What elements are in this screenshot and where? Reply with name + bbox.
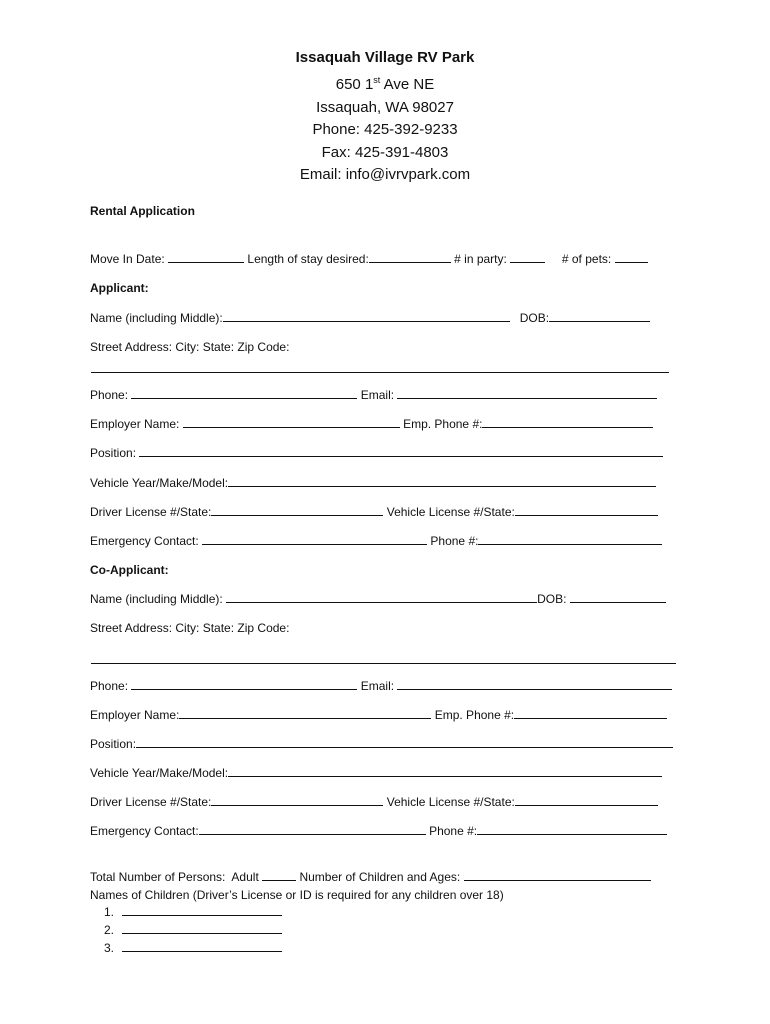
applicant-name-row	[90, 310, 650, 326]
adult-field[interactable]	[262, 869, 296, 881]
applicant-name-label: Name (including Middle):	[90, 311, 223, 325]
co-name-label: Name (including Middle):	[90, 592, 223, 606]
applicant-emergency-phone-field[interactable]	[478, 533, 662, 545]
adult-label: Adult	[231, 870, 259, 884]
co-emergency-row	[90, 823, 667, 839]
co-email-field[interactable]	[397, 678, 672, 690]
co-dob-field[interactable]	[570, 591, 666, 603]
applicant-dl-field[interactable]	[211, 504, 383, 516]
applicant-position-row	[90, 445, 663, 461]
child-row	[90, 922, 282, 938]
applicant-position-label: Position:	[90, 446, 137, 460]
co-employer-row	[90, 707, 667, 723]
child-number: 1.	[103, 905, 114, 919]
applicant-phone-row	[90, 387, 657, 403]
applicant-emergency-phone-label: Phone #:	[430, 534, 479, 548]
co-vehicle-row	[90, 765, 662, 781]
co-vehicle-field[interactable]	[228, 765, 662, 777]
applicant-vehicle-row	[90, 475, 656, 491]
co-emp-phone-field[interactable]	[514, 707, 667, 719]
party-field[interactable]	[510, 251, 545, 263]
move-in-label: Move In Date:	[90, 252, 165, 266]
stay-label: Length of stay desired:	[247, 252, 369, 266]
applicant-emp-phone-label: Emp. Phone #:	[403, 417, 483, 431]
applicant-emergency-row	[90, 533, 662, 549]
co-address-field[interactable]	[91, 663, 676, 664]
applicant-vehicle-field[interactable]	[228, 475, 656, 487]
party-label: # in party:	[454, 252, 507, 266]
co-email-label: Email:	[360, 679, 395, 693]
children-label: Number of Children and Ages:	[299, 870, 461, 884]
move-in-field[interactable]	[168, 251, 244, 263]
co-emergency-phone-label: Phone #:	[429, 824, 478, 838]
applicant-dl-label: Driver License #/State:	[90, 505, 212, 519]
child-name-field[interactable]	[122, 940, 282, 952]
applicant-employer-field[interactable]	[183, 416, 400, 428]
child-name-field[interactable]	[122, 922, 282, 934]
co-emergency-field[interactable]	[199, 823, 426, 835]
stay-field[interactable]	[369, 251, 451, 263]
children-names-label: Names of Children (Driver’s License or ID is required for any children over 18)	[90, 888, 504, 902]
applicant-vl-label: Vehicle License #/State:	[386, 505, 515, 519]
applicant-position-field[interactable]	[139, 445, 663, 457]
park-header	[0, 47, 770, 186]
co-dl-field[interactable]	[211, 794, 383, 806]
co-emergency-phone-field[interactable]	[477, 823, 667, 835]
applicant-name-field[interactable]	[223, 310, 510, 322]
applicant-emergency-field[interactable]	[202, 533, 427, 545]
address-number: 650 1	[335, 76, 374, 94]
park-fax: Fax: 425-391-4803	[321, 143, 449, 161]
co-dl-label: Driver License #/State:	[90, 795, 212, 809]
applicant-vehicle-label: Vehicle Year/Make/Model:	[90, 476, 229, 490]
co-address-label: Street Address: City: State: Zip Code:	[90, 621, 290, 635]
applicant-email-label: Email:	[360, 388, 395, 402]
applicant-employer-row	[90, 416, 653, 432]
form-title: Rental Application	[90, 204, 195, 218]
applicant-address-label: Street Address: City: State: Zip Code:	[90, 340, 290, 354]
co-vl-label: Vehicle License #/State:	[386, 795, 515, 809]
co-phone-row	[90, 678, 672, 694]
applicant-vl-field[interactable]	[515, 504, 658, 516]
child-row	[90, 904, 282, 920]
co-dob-label: DOB:	[537, 592, 567, 606]
applicant-phone-field[interactable]	[131, 387, 357, 399]
co-applicant-heading: Co-Applicant:	[90, 563, 169, 577]
park-phone: Phone: 425-392-9233	[312, 121, 458, 139]
pets-field[interactable]	[615, 251, 648, 263]
co-license-row	[90, 794, 658, 810]
co-phone-label: Phone:	[90, 679, 129, 693]
applicant-employer-label: Employer Name:	[90, 417, 180, 431]
park-city: Issaquah, WA 98027	[316, 98, 454, 116]
move-in-row	[90, 251, 648, 267]
co-employer-label: Employer Name:	[90, 708, 180, 722]
co-position-label: Position:	[90, 737, 137, 751]
child-number: 3.	[103, 941, 114, 955]
applicant-email-field[interactable]	[397, 387, 657, 399]
children-ages-field[interactable]	[464, 869, 651, 881]
persons-label: Total Number of Persons:	[90, 870, 226, 884]
co-phone-field[interactable]	[131, 678, 357, 690]
applicant-emp-phone-field[interactable]	[482, 416, 653, 428]
applicant-phone-label: Phone:	[90, 388, 129, 402]
co-vehicle-label: Vehicle Year/Make/Model:	[90, 766, 229, 780]
park-email: Email: info@ivrvpark.com	[299, 166, 471, 184]
park-name: Issaquah Village RV Park	[295, 49, 475, 66]
applicant-emergency-label: Emergency Contact:	[90, 534, 199, 548]
co-emp-phone-label: Emp. Phone #:	[434, 708, 515, 722]
child-number: 2.	[103, 923, 114, 937]
pets-label: # of pets:	[561, 252, 612, 266]
co-position-field[interactable]	[136, 736, 673, 748]
co-name-field[interactable]	[226, 591, 537, 603]
applicant-dob-label: DOB:	[519, 311, 550, 325]
child-row	[90, 940, 282, 956]
co-position-row	[90, 736, 673, 752]
applicant-address-field[interactable]	[91, 372, 669, 373]
co-name-row	[90, 591, 666, 607]
co-emergency-label: Emergency Contact:	[90, 824, 199, 838]
applicant-license-row	[90, 504, 658, 520]
totals-row	[90, 869, 651, 885]
co-employer-field[interactable]	[179, 707, 431, 719]
applicant-dob-field[interactable]	[549, 310, 650, 322]
address-street: Ave NE	[380, 76, 435, 94]
child-name-field[interactable]	[122, 904, 282, 916]
co-vl-field[interactable]	[515, 794, 658, 806]
address-ordinal: st	[373, 75, 381, 86]
applicant-heading: Applicant:	[90, 281, 149, 295]
park-address	[0, 69, 770, 96]
